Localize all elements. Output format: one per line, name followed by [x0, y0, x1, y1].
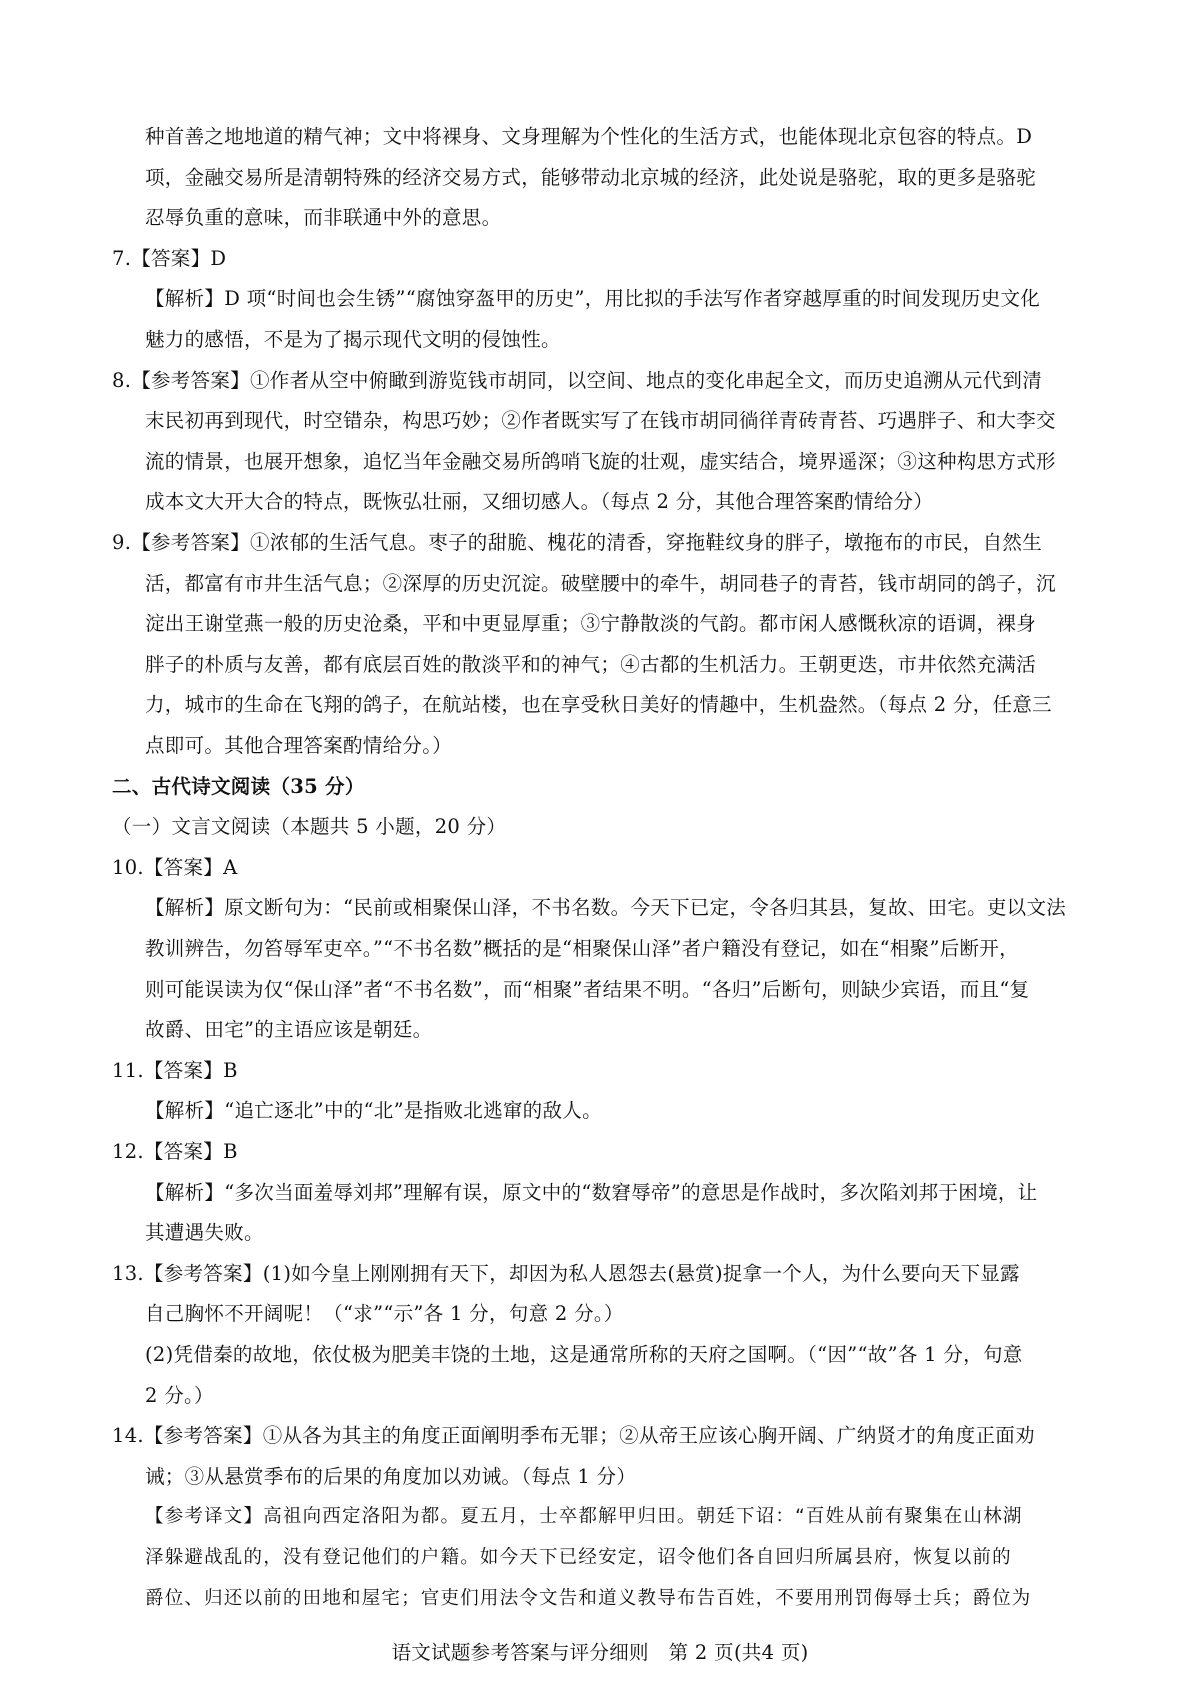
answer-13-heading: 13.【参考答案】(1)如今皇上刚刚拥有天下，却因为私人恩怨去(悬赏)捉拿一个人，为什么要向天下显露	[112, 1261, 1020, 1285]
text-line: 【解析】D 项“时间也会生锈”“腐蚀穿盔甲的历史”，用比拟的手法写作者穿越厚重的时间发现历史文化	[145, 287, 1041, 311]
text-line: 【解析】“多次当面羞辱刘邦”理解有误，原文中的“数窘辱帝”的意思是作战时，多次陷刘邦于困境，让	[145, 1180, 1038, 1204]
text-line: 成本文大开大合的特点，既恢弘壮丽，又细切感人。（每点 2 分，其他合理答案酌情给分）	[145, 490, 934, 514]
text-line: 【解析】原文断句为：“民前或相聚保山泽，不书名数。今天下已定，令各归其县，复故、田宅。吏以文法	[145, 896, 1067, 920]
text-line: 忍辱负重的意味，而非联通中外的意思。	[145, 206, 502, 230]
text-line: 流的情景，也展开想象，追忆当年金融交易所鸽哨飞旋的壮观，虚实结合，境界遥深；③这种构思方式形	[145, 449, 1056, 473]
text-line: 魅力的感悟，不是为了揭示现代文明的侵蚀性。	[145, 328, 561, 351]
text-line: 胖子的朴质与友善，都有底层百姓的散淡平和的神气；④古都的生机活力。王朝更迭，市井依然充满活	[145, 652, 1037, 676]
text-line: 诫；③从悬赏季布的后果的角度加以劝诫。（每点 1 分）	[145, 1464, 637, 1488]
text-line: 则可能误读为仅“保山泽”者“不书名数”，而“相聚”者结果不明。“各归”后断句，则缺少宾语，而且“复	[145, 977, 1030, 1001]
text-line: 2 分。）	[145, 1383, 214, 1407]
text-line: 故爵、田宅”的主语应该是朝廷。	[145, 1018, 433, 1042]
text-line: 淀出王谢堂燕一般的历史沧桑，平和中更显厚重；③宁静散淡的气韵。都市闲人感慨秋凉的语调，裸身	[145, 612, 1037, 636]
text-line: 【解析】“追亡逐北”中的“北”是指败北逃窜的敌人。	[145, 1099, 602, 1123]
text-line: 点即可。其他合理答案酌情给分。）	[145, 734, 453, 757]
text-line: (2)凭借秦的故地，依仗极为肥美丰饶的土地，这是通常所称的天府之国啊。（“因”“故”各 1 分，句意	[145, 1343, 1023, 1366]
answer-14-heading: 14.【参考答案】①从各为其主的角度正面阐明季布无罪；②从帝王应该心胸开阔、广纳贤才的角度正面劝	[112, 1424, 1035, 1448]
translation-line: 【参考译文】高祖向西定洛阳为都。夏五月，士卒都解甲归田。朝廷下诏：“百姓从前有聚集在山林湖	[145, 1506, 1023, 1528]
text-line: 其遭遇失败。	[145, 1221, 264, 1245]
translation-line: 泽躲避战乱的，没有登记他们的户籍。如今天下已经安定，诏令他们各自回归所属县府，恢复以前的	[145, 1547, 1012, 1568]
text-line: 项，金融交易所是清朝特殊的经济交易方式，能够带动北京城的经济，此处说是骆驼，取的更多是骆驼	[145, 165, 1037, 189]
page-footer: 语文试题参考答案与评分细则 第 2 页(共4 页)	[391, 1641, 809, 1665]
text-line: 活，都富有市井生活气息；②深厚的历史沉淀。破壁腰中的牵牛，胡同巷子的青苔，钱市胡同的鸽子，沉	[145, 571, 1056, 595]
answer-12-heading: 12.【答案】B	[112, 1140, 238, 1163]
subsection-heading: （一）文言文阅读（本题共 5 小题，20 分）	[112, 815, 507, 839]
answer-9-heading: 9.【参考答案】①浓郁的生活气息。枣子的甜脆、槐花的清香，穿拖鞋纹身的胖子，墩拖布的市民，自然生	[112, 531, 1043, 554]
text-line: 种首善之地地道的精气神；文中将裸身、文身理解为个性化的生活方式，也能体现北京包容的特点。D	[145, 125, 1033, 148]
text-line: 教训辨告，勿笞辱军吏卒。”“不书名数”概括的是“相聚保山泽”者户籍没有登记，如在“相聚”后断开，	[145, 937, 1019, 960]
section-heading: 二、古代诗文阅读（35 分）	[112, 774, 365, 798]
text-line: 末民初再到现代，时空错杂，构思巧妙；②作者既实写了在钱市胡同徜徉青砖青苔、巧遇胖子、和大李交	[145, 409, 1056, 433]
text-line: 自己胸怀不开阔呢！（“求”“示”各 1 分，句意 2 分。）	[145, 1302, 624, 1326]
answer-7-heading: 7.【答案】D	[112, 246, 227, 270]
answer-11-heading: 11.【答案】B	[112, 1058, 238, 1082]
text-line: 力，城市的生命在飞翔的鸽子，在航站楼，也在享受秋日美好的情趣中，生机盎然。（每点 2 分，任意三	[145, 693, 1052, 717]
answer-8-heading: 8.【参考答案】①作者从空中俯瞰到游览钱市胡同，以空间、地点的变化串起全文，而历史追溯从元代到清	[112, 368, 1043, 392]
translation-line: 爵位、归还以前的田地和屋宅；官吏们用法令文告和道义教导布告百姓，不要用刑罚侮辱士兵；爵位为	[145, 1587, 1032, 1609]
answer-10-heading: 10.【答案】A	[112, 855, 238, 879]
